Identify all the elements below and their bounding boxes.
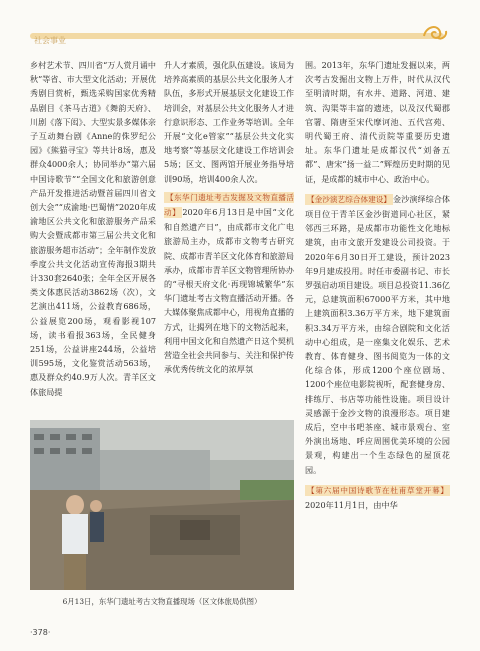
column-3: [305, 58, 450, 512]
col3-text-b: 金沙演绎综合体项目位于青羊区金沙街道同心社区，紧邻西三环路，是成都市功能性文化地标建筑，由市文旅开发建设公司投资。于2020年6月30日开工建设，预计2023年9月建成投用。时任市委副书记、市长罗强启动项目建设。项目总投资11.36亿元，总建筑面积67000平方米，其中地上建筑面积3.36万平方米，地下建筑面积3.34万平方米，由综合剧院和文化活动中心组成，是一座集文化娱乐、艺术教育、体育健身、图书阅览为一体的文化综合体，形成1200个座位剧场、1200个座位电影院视听，配套健身房、排练厅、书店等功能性设施。项目设计灵感源于金沙文物的浪漫形态。项目建成后，空中书吧茶座、城市景观台、室外演出场地、呼应周围优美环境的公园景观，构建出一个生态绿色的屋顶花园。: [305, 193, 450, 475]
column-1: [30, 58, 156, 399]
excavation-photo: [30, 420, 294, 590]
col3-text-a: 围。2013年，东华门遗址发掘以来，两次考古发掘出文物上万件，时代从汉代至明清时期，有水井、道路、河道、建筑、沟渠等丰富的遗迹，以及汉代蜀郡官署、隋唐至宋代摩诃池、五代宫苑、明代蜀王府、清代贡院等重要历史遗址。东华门遗址是成都汉代“刘备五都”、唐宋“扬一益二”辉煌历史时期的见证，是成都的城市中心、政治中心。: [305, 60, 450, 184]
col3-text-c: 2020年11月1日，由中华: [305, 500, 398, 511]
page-header: [0, 0, 480, 52]
section-label: 社会事业: [34, 36, 66, 45]
col3-article-2: [305, 483, 450, 512]
col3-article: [305, 192, 450, 477]
swirl-ornament-icon: [420, 22, 450, 44]
col3-heading: 【金沙演艺综合体建设】: [307, 194, 392, 204]
photo-caption: 6月13日，东华门遗址考古文物直播现场（区文体旅局供图）: [62, 597, 262, 606]
excavation-scene-image: [30, 420, 294, 590]
col3-heading-2: 【第六届中国诗歌节在杜甫草堂开幕】: [307, 485, 448, 495]
col2-text-b: 2020年6月13日是中国“文化和自然遗产日”，由成都市文化广电旅游局主办，成都市文物考古研究院、成都市青羊区文化体育和旅游局承办，成都市青羊区文物管理所协办的“寻根天府文化·再现锦城繁华”东华门遗址考古文物直播活动开播。各大媒体聚焦成都中心，用视角直播的方式，让揭列在地下的文物活起来，利用中国文化和自然遗产日这个契机营造全社会共同参与、关注和保护传承优秀传统文化的浓厚氛: [164, 207, 295, 375]
col1-text: 乡村艺术节、四川省“万人赏月诵中秋”等省、市大型文化活动；开展优秀剧目赏析，甄选采购国家优秀精品剧目《茶马古道》《舞韵天府》、川剧《落下闳》、大型实景多媒体亲子互动舞台剧《Anne的侏罗纪公园》《熊猫寻宝》等共计8场，惠及群众4000余人；协同举办“第六届中国诗歌节”“全国文化和旅游创意产品开发推进活动暨首届四川省文创大会”“成渝地·巴蜀情”2020年成渝地区公共文化和旅游服务产品采购大会暨成都市第三届公共文化和旅游服务超市活动”；全年制作发放季度公共文化活动宣传海报3期共计330套2640张；全年全区开展各类文体惠民活动3862场（次），文艺演出411场，公益教育686场，公益展览200场，观看影视107场，读书看报363场，全民健身251场，公益讲座244场，公益培训595场，文化鉴赏活动563场，惠及群众约40.9万人次。青羊区文体旅局提: [30, 60, 156, 397]
header-bar: [30, 33, 444, 39]
column-2: [164, 58, 294, 376]
page-number: ·378·: [30, 628, 51, 637]
col2-article: [164, 190, 294, 377]
col2-text-a: 升人才素质，强化队伍建设。该局为培养高素质的基层公共文化服务人才队伍，多形式开展基层文化建设工作培训会，对基层公共文化服务人才进行意识形态、工作业务等培训。全年开展“文化e管家”“基层公共文化实地考察”等基层文化建设工作培训会5场；区文、图两馆开展业务指导培训90场，培训400余人次。: [164, 60, 294, 184]
col2-heading: 【东华门遗址考古发掘及文物直播活动】: [164, 192, 294, 218]
